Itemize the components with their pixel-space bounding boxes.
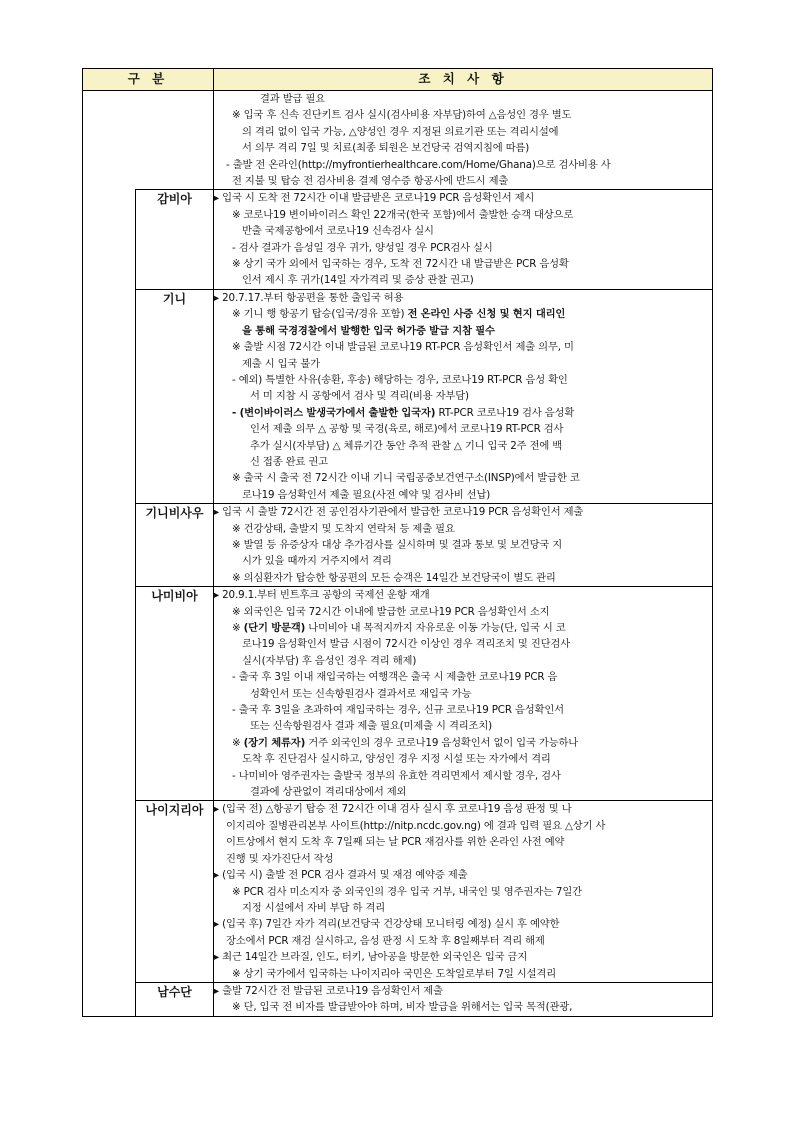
measure-line	[214, 966, 712, 982]
measure-line	[214, 421, 712, 437]
measures-cell	[214, 982, 713, 1016]
line-text: 시가 있을 때까지 거주지에서 격리	[242, 555, 392, 568]
measure-line	[214, 487, 712, 503]
measure-line	[214, 900, 712, 916]
measure-line	[214, 784, 712, 800]
country-cell: 감비아	[136, 190, 214, 289]
measure-line	[214, 884, 712, 900]
measure-line	[214, 867, 712, 883]
measure-line	[214, 686, 712, 702]
line-text: ▸ 최근 14일간 브라질, 인도, 터키, 남아공을 방문한 외국인은 입국 금지	[214, 951, 528, 964]
line-text: - 출국 후 3일을 초과하여 재입국하는 경우, 신규 코로나19 PCR 음성확인서	[232, 704, 564, 717]
header-measures: 조 치 사 항	[214, 69, 713, 91]
line-text: 인서 제출 의무 △ 공항 및 국경(육로, 해로)에서 코로나19 RT-PCR 검사	[250, 423, 564, 436]
measure-line	[214, 570, 712, 586]
line-text: 장소에서 PCR 재검 실시하고, 음성 판정 시 도착 후 8일째부터 격리 해제	[226, 934, 545, 947]
measure-line	[214, 272, 712, 288]
table-row	[83, 190, 713, 289]
line-text: 결과에 상관없이 격리대상에서 제외	[250, 786, 407, 799]
measures-cell	[214, 289, 713, 503]
line-text: ※ 건강상태, 출발지 및 도착지 연락처 등 제출 필요	[232, 522, 455, 535]
measure-line	[214, 290, 712, 306]
measures-cell	[214, 190, 713, 289]
line-text: ▸ 출발 72시간 전 발급된 코로나19 음성확인서 제출	[214, 984, 443, 997]
region-cell	[83, 587, 136, 801]
bold-text: (장기 체류자)	[243, 736, 306, 749]
measure-line	[214, 949, 712, 965]
measures-cell	[214, 587, 713, 801]
measure-line	[214, 504, 712, 520]
measure-line	[214, 768, 712, 784]
measure-line	[214, 356, 712, 372]
line-text: 지정 시설에서 자비 부담 하 격리	[242, 901, 385, 914]
region-cell	[83, 982, 136, 1016]
line-text: 거주 외국인의 경우 코로나19 음성확인서 없이 입국 가능하나	[305, 736, 579, 749]
line-text: 서 미 지참 시 공항에서 검사 및 격리(비용 자부담)	[250, 390, 469, 403]
measure-line	[214, 999, 712, 1015]
measure-line	[214, 636, 712, 652]
line-text: ※ 외국인은 입국 72시간 이내에 발급한 코로나19 PCR 음성확인서 소지	[232, 605, 550, 618]
measure-line	[214, 91, 712, 107]
measure-line	[214, 751, 712, 767]
measure-line	[214, 735, 712, 751]
measure-line	[214, 207, 712, 223]
measure-line	[214, 851, 712, 867]
measure-line	[214, 669, 712, 685]
measure-line	[214, 388, 712, 404]
measure-line	[214, 801, 712, 817]
measure-line	[214, 339, 712, 355]
header-category: 구 분	[83, 69, 214, 91]
line-text: ▸ (입국 전) △항공기 탑승 전 72시간 이내 검사 실시 후 코로나19 음성 판정 및 나	[214, 803, 572, 816]
line-text: ※	[232, 736, 244, 749]
line-text: 이지리아 질병관리본부 사이트(http://nitp.ncdc.gov.ng) 에 결과 입력 필요 △상기 사	[226, 819, 606, 832]
measures-cell	[214, 801, 713, 982]
table-row	[83, 982, 713, 1016]
line-text: 진행 및 자가진단서 작성	[226, 852, 334, 865]
line-text: ※ 코로나19 변이바이러스 확인 22개국(한국 포함)에서 출발한 승객 대상으로	[232, 208, 574, 221]
measure-line	[214, 190, 712, 206]
line-text: ※	[232, 622, 244, 634]
line-text: ※ 입국 후 신속 진단키트 검사 실시(검사비용 자부담)하여 △음성인 경우 별도	[232, 109, 572, 122]
line-text: ※ 출국 시 출국 전 72시간 이내 기니 국립공중보건연구소(INSP)에서 발급한 코	[232, 472, 580, 485]
line-text: ▸ 20.9.1.부터 빈트후크 공항의 국제선 운항 재개	[214, 589, 430, 602]
measure-line	[214, 438, 712, 454]
country-cell: 기니비사우	[136, 504, 214, 587]
measure-line	[214, 653, 712, 669]
measure-line	[214, 702, 712, 718]
country-cell: 기니	[136, 289, 214, 503]
bold-text: 을 통해 국경경찰에서 발행한 입국 허가증 발급 지참 필수	[242, 324, 495, 337]
line-text: ▸ 입국 시 출발 72시간 전 공인검사기관에서 발급한 코로나19 PCR 음성확인서 제출	[214, 506, 584, 519]
line-text: 또는 신속항원검사 결과 제출 필요(미제출 시 격리조치)	[250, 720, 493, 733]
line-text: 결과 발급 필요	[260, 93, 326, 105]
line-text: - 출국 후 3일 이내 재입국하는 여행객은 출국 시 제출한 코로나19 PCR 음	[232, 671, 558, 684]
table-row	[83, 504, 713, 587]
measures-cell	[214, 504, 713, 587]
bold-text: - (변이바이러스 발생국가에서 출발한 입국자)	[232, 406, 436, 419]
measure-line	[214, 107, 712, 123]
bold-text: 전 온라인 사증 신청 및 현지 대리인	[407, 308, 566, 321]
measure-line	[214, 306, 712, 322]
measure-line	[214, 223, 712, 239]
measures-table	[82, 68, 713, 1017]
table-header-row	[83, 69, 713, 91]
measure-line	[214, 818, 712, 834]
table-row	[83, 289, 713, 503]
line-text: 추가 실시(자부담) △ 체류기간 동안 추적 관찰 △ 기니 입국 2주 전에 백	[250, 439, 563, 452]
line-text: 반출 국제공항에서 코로나19 신속검사 실시	[242, 225, 434, 238]
line-text: 신 접종 완료 권고	[250, 455, 328, 468]
table-row	[83, 587, 713, 801]
line-text: 실시(자부담) 후 음성인 경우 격리 해제)	[242, 654, 417, 667]
line-text: 제출 시 입국 불가	[242, 357, 320, 370]
region-cell	[83, 91, 214, 190]
measure-line	[214, 916, 712, 932]
line-text: ▸ (입국 시) 출발 전 PCR 검사 결과서 및 재검 예약증 제출	[214, 869, 468, 882]
country-cell: 나이지리아	[136, 801, 214, 982]
measure-line	[214, 553, 712, 569]
line-text: ※ 상기 국가에서 입국하는 나이지리아 국민은 도착일로부터 7일 시설격리	[232, 967, 556, 980]
measure-line	[214, 983, 712, 999]
measure-line	[214, 933, 712, 949]
measure-line	[214, 587, 712, 603]
line-text: - 검사 결과가 음성일 경우 귀가, 양성일 경우 PCR검사 실시	[232, 241, 493, 254]
measure-line	[214, 454, 712, 470]
measure-line	[214, 173, 712, 189]
country-cell: 나미비아	[136, 587, 214, 801]
line-text: 나미비아 내 목적지까지 자유로운 이동 가능(단, 입국 시 코	[305, 622, 566, 634]
line-text: ※ 발열 등 유증상자 대상 추가검사를 실시하며 및 결과 통보 및 보건당국 지	[232, 538, 563, 551]
line-text: 의 격리 없이 입국 가능, △양성인 경우 지정된 의료기관 또는 격리시설에	[242, 125, 559, 138]
measure-line	[214, 834, 712, 850]
measure-line	[214, 521, 712, 537]
line-text: 서 의무 격리 7일 및 치료(최종 퇴원은 보건당국 검역지침에 따름)	[242, 142, 530, 155]
measures-cell	[214, 91, 713, 190]
line-text: ▸ (입국 후) 7일간 자가 격리(보건당국 건강상태 모니터링 예정) 실시 후 예약한	[214, 918, 560, 931]
measure-line	[214, 323, 712, 339]
line-text: 도착 후 진단검사 실시하고, 양성인 경우 지정 시설 또는 자가에서 격리	[242, 753, 551, 766]
line-text: ※ 상기 국가 외에서 입국하는 경우, 도착 전 72시간 내 발급받은 PCR 음성확	[232, 258, 569, 271]
measure-line	[214, 157, 712, 173]
line-text: ※ 기니 행 항공기 탑승(입국/경유 포함)	[232, 308, 408, 321]
line-text: ※ PCR 검사 미소지자 중 외국인의 경우 입국 거부, 내국인 및 영주권자는 7일간	[232, 885, 582, 898]
line-text: ▸ 입국 시 도착 전 72시간 이내 발급받은 코로나19 PCR 음성확인서 제시	[214, 192, 535, 205]
country-cell: 남수단	[136, 982, 214, 1016]
table-row	[83, 801, 713, 982]
measure-line	[214, 240, 712, 256]
region-cell	[83, 190, 136, 289]
line-text: ※ 출발 시점 72시간 이내 발급된 코로나19 RT-PCR 음성확인서 제출 의무, 미	[232, 341, 574, 354]
line-text: 인서 제시 후 귀가(14일 자가격리 및 증상 관찰 권고)	[242, 274, 474, 287]
measure-line	[214, 124, 712, 140]
table-row	[83, 91, 713, 190]
bold-text: (단기 방문객)	[243, 622, 306, 634]
region-cell	[83, 289, 136, 503]
line-text: 로나19 음성확인서 제출 필요(사전 예약 및 검사비 선납)	[242, 488, 491, 501]
measure-line	[214, 405, 712, 421]
measure-line	[214, 604, 712, 620]
measure-line	[214, 372, 712, 388]
measure-line	[214, 718, 712, 734]
line-text: ▸ 20.7.17.부터 항공편을 통한 출입국 허용	[214, 291, 404, 304]
region-cell	[83, 504, 136, 587]
line-text: RT-PCR 코로나19 검사 음성확	[435, 406, 575, 419]
line-text: ※ 단, 입국 전 비자를 발급받아야 하며, 비자 발급을 위해서는 입국 목적(관광,	[232, 1001, 573, 1014]
line-text: 성확인서 또는 신속항원검사 결과서로 재입국 가능	[250, 687, 472, 700]
line-text: - 출발 전 온라인(http://myfrontierhealthcare.com/Home/Ghana)으로 검사비용 사	[226, 158, 611, 171]
line-text: - 나미비아 영주권자는 출발국 정부의 유효한 격리면제서 제시할 경우, 검사	[232, 769, 561, 782]
line-text: 이트상에서 현지 도착 후 7일째 되는 날 PCR 재검사를 위한 온라인 사전 예약	[226, 836, 565, 849]
line-text: - 예외) 특별한 사유(송환, 후송) 해당하는 경우, 코로나19 RT-PCR 음성 확인	[232, 373, 568, 386]
measure-line	[214, 140, 712, 156]
line-text: 로나19 음성확인서 발급 시점이 72시간 이상인 경우 격리조치 및 진단검사	[242, 638, 571, 651]
measure-line	[214, 470, 712, 486]
measure-line	[214, 256, 712, 272]
line-text: ※ 의심환자가 탑승한 항공편의 모든 승객은 14일간 보건당국이 별도 관리	[232, 571, 556, 584]
line-text: 전 지불 및 탑승 전 검사비용 결제 영수증 항공사에 반드시 제출	[232, 175, 509, 188]
region-cell	[83, 801, 136, 982]
measure-line	[214, 620, 712, 636]
measure-line	[214, 537, 712, 553]
